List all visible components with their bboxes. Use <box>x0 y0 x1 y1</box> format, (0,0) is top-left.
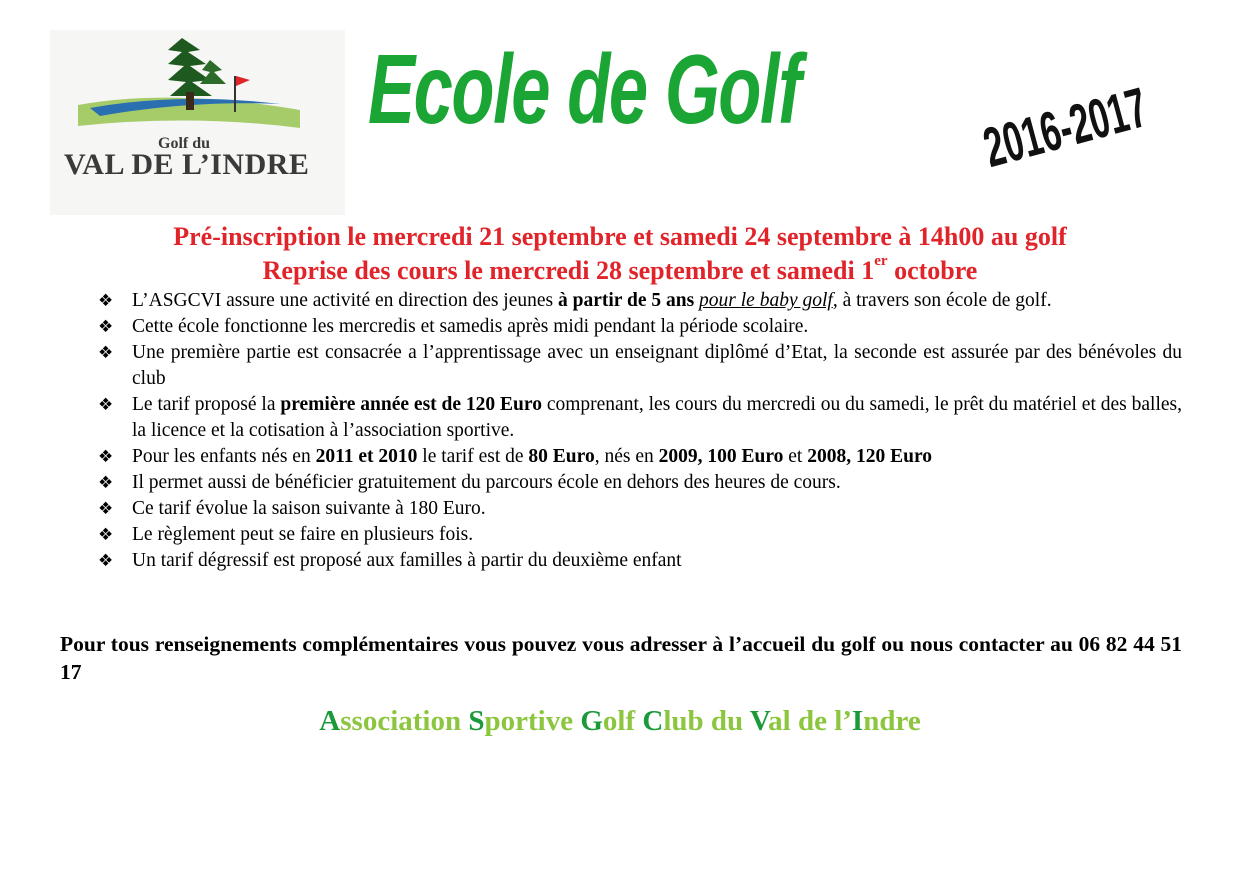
list-item <box>96 522 1182 548</box>
list-item-text: Un tarif dégressif est proposé aux familles à partir du deuxième enfant <box>132 550 682 571</box>
diamond-bullet-icon: ❖ <box>98 395 114 415</box>
list-item-text: Ce tarif évolue la saison suivante à 180 Euro. <box>132 498 486 519</box>
golf-club-logo <box>50 30 345 215</box>
list-item-bold: 2011 et 2010 <box>315 446 418 467</box>
diamond-bullet-icon: ❖ <box>98 499 114 519</box>
resumption-line <box>0 253 1240 285</box>
list-item-bold: 80 Euro <box>528 446 595 467</box>
assoc-word: al de l’ <box>768 705 852 737</box>
list-item-text: L’ASGCVI assure une activité en direction des jeunes <box>132 290 559 311</box>
assoc-word: olf <box>602 705 643 737</box>
list-item-bold: première année est de 120 Euro <box>280 394 542 415</box>
diamond-bullet-icon: ❖ <box>98 525 114 545</box>
list-item-bold: à partir de 5 ans <box>558 290 695 311</box>
list-item-bold: 2009, 100 Euro <box>658 446 784 467</box>
list-item-text: Cette école fonctionne les mercredis et samedis après midi pendant la période scolaire. <box>132 316 809 337</box>
list-item-text: Le règlement peut se faire en plusieurs fois. <box>132 524 474 545</box>
diamond-bullet-icon: ❖ <box>98 447 114 467</box>
logo-subtitle: Golf du <box>158 135 211 152</box>
list-item-text: Pour les enfants nés en <box>132 446 316 467</box>
list-item-text: Une première partie est consacrée a l’apprentissage avec un enseignant diplômé d’Etat, la seconde est assurée par des bénévoles du club <box>132 342 1182 389</box>
list-item <box>96 496 1182 522</box>
list-item-text: le tarif est de <box>417 446 529 467</box>
resumption-text-end: octobre <box>887 256 978 285</box>
assoc-word: lub du <box>663 705 750 737</box>
diamond-bullet-icon: ❖ <box>98 317 114 337</box>
list-item <box>96 288 1182 314</box>
list-item-underlined: pour le baby golf <box>699 290 833 311</box>
diamond-bullet-icon: ❖ <box>98 291 114 311</box>
logo-name: VAL DE L’INDRE <box>64 148 310 181</box>
list-item-bold: 2008, 120 Euro <box>807 446 932 467</box>
assoc-word: ssociation <box>340 705 469 737</box>
list-item <box>96 314 1182 340</box>
golf-flag-tree-logo-icon <box>50 30 345 215</box>
contact-info: Pour tous renseignements complémentaires vous pouvez vous adresser à l’accueil du golf ou nous contacter au 06 82 44 51 17 <box>60 632 1182 684</box>
preregistration-line: Pré-inscription le mercredi 21 septembre et samedi 24 septembre à 14h00 au golf <box>173 222 1067 251</box>
list-item <box>96 392 1182 444</box>
list-item-text: Il permet aussi de bénéficier gratuitement du parcours école en dehors des heures de cours. <box>132 472 841 493</box>
assoc-initial: A <box>319 705 341 737</box>
assoc-initial: S <box>468 705 485 737</box>
resumption-text: Reprise des cours le mercredi 28 septembre et samedi 1 <box>262 256 875 285</box>
diamond-bullet-icon: ❖ <box>98 343 114 363</box>
list-item <box>96 548 1182 574</box>
assoc-initial: V <box>749 705 769 737</box>
assoc-word: portive <box>484 705 581 737</box>
list-item-text: comprenant, les cours du mercredi ou du samedi, le prêt du matériel et des balles, la licence et la cotisation à l’association sportive. <box>132 394 1182 441</box>
list-item <box>96 340 1182 392</box>
diamond-bullet-icon: ❖ <box>98 551 114 571</box>
assoc-word: ndre <box>863 705 921 737</box>
assoc-initial: G <box>580 705 603 737</box>
resumption-superscript: er <box>874 253 888 269</box>
list-item <box>96 444 1182 470</box>
list-item <box>96 470 1182 496</box>
page-title: Ecole de Golf <box>368 34 801 144</box>
info-list <box>96 288 1182 574</box>
association-name <box>0 707 1240 736</box>
list-item-text: , nés en <box>594 446 659 467</box>
assoc-initial: I <box>851 705 864 737</box>
diamond-bullet-icon: ❖ <box>98 473 114 493</box>
assoc-initial: C <box>642 705 664 737</box>
list-item-text: et <box>783 446 808 467</box>
list-item-text: , à travers son école de golf. <box>832 290 1052 311</box>
season-year: 2016-2017 <box>976 75 1154 179</box>
list-item-text: Le tarif proposé la <box>132 394 281 415</box>
